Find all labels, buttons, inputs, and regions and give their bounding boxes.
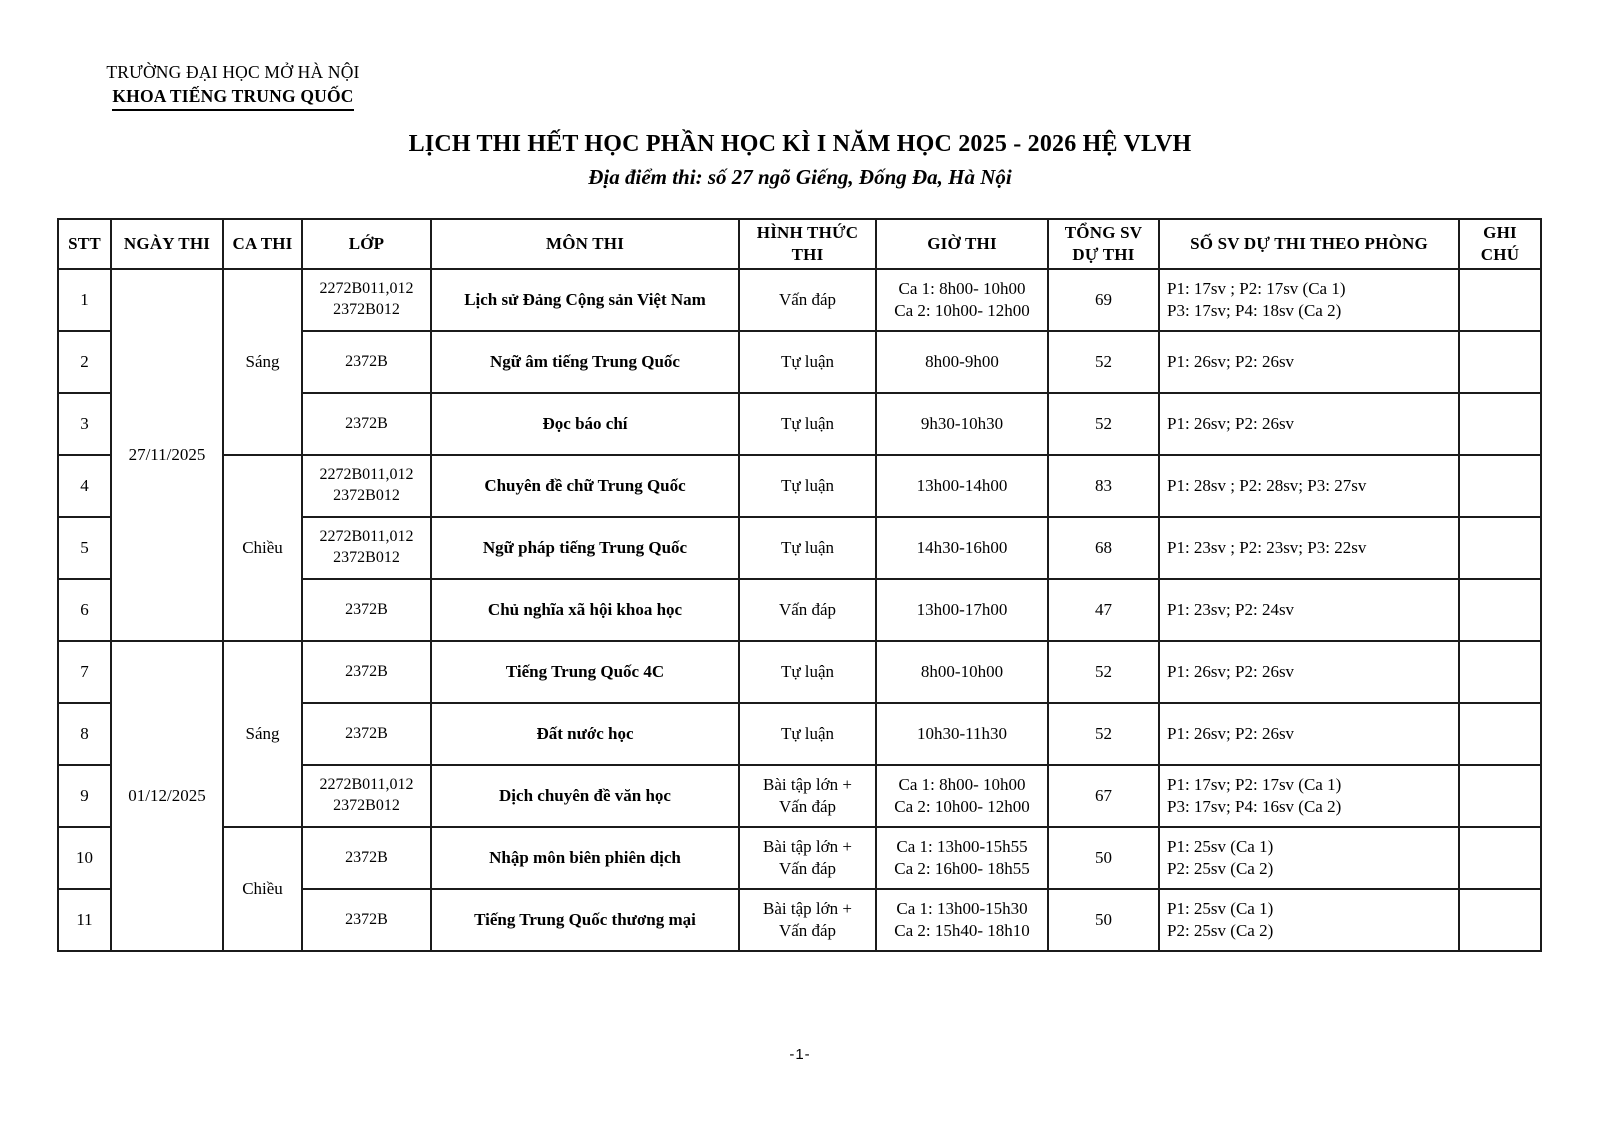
cell-line: 2372B012 bbox=[333, 797, 400, 815]
cell-line: Ca 1: 13h00-15h30 bbox=[896, 899, 1028, 919]
cell-so-sv bbox=[1159, 765, 1459, 827]
cell-tong-sv: 83 bbox=[1048, 455, 1159, 517]
cell-ghi-chu bbox=[1459, 889, 1541, 951]
cell-so-sv: P1: 26sv; P2: 26sv bbox=[1159, 703, 1459, 765]
cell-line: 2272B011,012 bbox=[319, 776, 414, 794]
cell-tong-sv: 52 bbox=[1048, 641, 1159, 703]
cell-line: 2272B011,012 bbox=[319, 466, 414, 484]
cell-so-sv: P1: 26sv; P2: 26sv bbox=[1159, 393, 1459, 455]
cell-line: P3: 17sv; P4: 18sv (Ca 2) bbox=[1167, 301, 1342, 321]
cell-hinh-thuc: Tự luận bbox=[739, 393, 876, 455]
cell-gio-thi: 13h00-14h00 bbox=[876, 455, 1048, 517]
cell-stt: 8 bbox=[58, 703, 111, 765]
cell-mon-thi: Lịch sử Đảng Cộng sản Việt Nam bbox=[431, 269, 739, 331]
cell-stt: 10 bbox=[58, 827, 111, 889]
cell-line: Bài tập lớn + bbox=[763, 775, 852, 795]
cell-gio-thi bbox=[876, 889, 1048, 951]
page-number: -1- bbox=[789, 1046, 811, 1063]
cell-line: 2272B011,012 bbox=[319, 280, 414, 298]
cell-line: P2: 25sv (Ca 2) bbox=[1167, 921, 1274, 941]
cell-ghi-chu bbox=[1459, 579, 1541, 641]
cell-ca-thi: Sáng bbox=[223, 641, 302, 827]
cell-ngay-thi: 27/11/2025 bbox=[111, 269, 223, 641]
cell-lop bbox=[302, 269, 431, 331]
col-header-ghi-chu: GHI CHÚ bbox=[1459, 219, 1541, 269]
cell-stt: 7 bbox=[58, 641, 111, 703]
col-header-so-sv: SỐ SV DỰ THI THEO PHÒNG bbox=[1159, 219, 1459, 269]
cell-gio-thi: 13h00-17h00 bbox=[876, 579, 1048, 641]
cell-ghi-chu bbox=[1459, 765, 1541, 827]
cell-so-sv: P1: 26sv; P2: 26sv bbox=[1159, 641, 1459, 703]
cell-tong-sv: 50 bbox=[1048, 827, 1159, 889]
cell-so-sv bbox=[1159, 269, 1459, 331]
cell-hinh-thuc bbox=[739, 827, 876, 889]
cell-lop bbox=[302, 765, 431, 827]
cell-line: Ca 1: 8h00- 10h00 bbox=[898, 279, 1026, 299]
exam-schedule-table bbox=[57, 218, 1542, 952]
cell-hinh-thuc: Tự luận bbox=[739, 517, 876, 579]
cell-mon-thi: Đọc báo chí bbox=[431, 393, 739, 455]
cell-gio-thi: 9h30-10h30 bbox=[876, 393, 1048, 455]
cell-stt: 3 bbox=[58, 393, 111, 455]
cell-lop bbox=[302, 455, 431, 517]
cell-tong-sv: 67 bbox=[1048, 765, 1159, 827]
cell-so-sv: P1: 23sv ; P2: 23sv; P3: 22sv bbox=[1159, 517, 1459, 579]
cell-stt: 5 bbox=[58, 517, 111, 579]
cell-line: 2372B012 bbox=[333, 301, 400, 319]
cell-line: 2272B011,012 bbox=[319, 528, 414, 546]
cell-ghi-chu bbox=[1459, 455, 1541, 517]
cell-lop: 2372B bbox=[302, 827, 431, 889]
cell-so-sv: P1: 23sv; P2: 24sv bbox=[1159, 579, 1459, 641]
cell-line: Ca 1: 13h00-15h55 bbox=[896, 837, 1028, 857]
cell-ghi-chu bbox=[1459, 827, 1541, 889]
header-row bbox=[58, 219, 1541, 269]
cell-line: Ca 2: 10h00- 12h00 bbox=[894, 301, 1030, 321]
cell-hinh-thuc: Vấn đáp bbox=[739, 269, 876, 331]
cell-tong-sv: 50 bbox=[1048, 889, 1159, 951]
cell-line: 2372B012 bbox=[333, 487, 400, 505]
cell-mon-thi: Chủ nghĩa xã hội khoa học bbox=[431, 579, 739, 641]
cell-ca-thi: Sáng bbox=[223, 269, 302, 455]
cell-hinh-thuc: Tự luận bbox=[739, 331, 876, 393]
cell-line: P3: 17sv; P4: 16sv (Ca 2) bbox=[1167, 797, 1342, 817]
cell-line: P1: 25sv (Ca 1) bbox=[1167, 837, 1274, 857]
cell-ghi-chu bbox=[1459, 703, 1541, 765]
cell-line: Ca 2: 16h00- 18h55 bbox=[894, 859, 1030, 879]
page-subtitle: Địa điểm thi: số 27 ngõ Giếng, Đống Đa, Hà Nội bbox=[588, 165, 1012, 189]
table-row bbox=[58, 827, 1541, 889]
col-header-stt: STT bbox=[58, 219, 111, 269]
table-row bbox=[58, 641, 1541, 703]
cell-lop bbox=[302, 517, 431, 579]
cell-ghi-chu bbox=[1459, 269, 1541, 331]
col-header-gio-thi: GIỜ THI bbox=[876, 219, 1048, 269]
cell-gio-thi: 14h30-16h00 bbox=[876, 517, 1048, 579]
cell-line: P1: 17sv ; P2: 17sv (Ca 1) bbox=[1167, 279, 1346, 299]
table-row bbox=[58, 269, 1541, 331]
cell-hinh-thuc bbox=[739, 765, 876, 827]
cell-line: P1: 25sv (Ca 1) bbox=[1167, 899, 1274, 919]
title-block bbox=[0, 131, 1600, 190]
cell-lop: 2372B bbox=[302, 889, 431, 951]
cell-lop: 2372B bbox=[302, 641, 431, 703]
table-row bbox=[58, 455, 1541, 517]
cell-stt: 6 bbox=[58, 579, 111, 641]
cell-lop: 2372B bbox=[302, 393, 431, 455]
cell-ghi-chu bbox=[1459, 393, 1541, 455]
cell-line: P1: 17sv; P2: 17sv (Ca 1) bbox=[1167, 775, 1342, 795]
cell-gio-thi bbox=[876, 765, 1048, 827]
cell-gio-thi: 8h00-9h00 bbox=[876, 331, 1048, 393]
cell-lop: 2372B bbox=[302, 703, 431, 765]
cell-gio-thi: 10h30-11h30 bbox=[876, 703, 1048, 765]
cell-ngay-thi: 01/12/2025 bbox=[111, 641, 223, 951]
cell-tong-sv: 68 bbox=[1048, 517, 1159, 579]
cell-hinh-thuc bbox=[739, 889, 876, 951]
col-header-mon-thi: MÔN THI bbox=[431, 219, 739, 269]
cell-line: Ca 2: 10h00- 12h00 bbox=[894, 797, 1030, 817]
cell-so-sv: P1: 28sv ; P2: 28sv; P3: 27sv bbox=[1159, 455, 1459, 517]
cell-ca-thi: Chiều bbox=[223, 455, 302, 641]
cell-mon-thi: Chuyên đề chữ Trung Quốc bbox=[431, 455, 739, 517]
cell-line: P2: 25sv (Ca 2) bbox=[1167, 859, 1274, 879]
cell-ghi-chu bbox=[1459, 517, 1541, 579]
cell-so-sv bbox=[1159, 827, 1459, 889]
cell-ghi-chu bbox=[1459, 331, 1541, 393]
cell-line: Bài tập lớn + bbox=[763, 899, 852, 919]
cell-tong-sv: 52 bbox=[1048, 703, 1159, 765]
cell-line: Vấn đáp bbox=[778, 859, 837, 879]
cell-stt: 4 bbox=[58, 455, 111, 517]
cell-gio-thi bbox=[876, 269, 1048, 331]
cell-hinh-thuc: Vấn đáp bbox=[739, 579, 876, 641]
cell-mon-thi: Nhập môn biên phiên dịch bbox=[431, 827, 739, 889]
cell-ca-thi: Chiều bbox=[223, 827, 302, 951]
cell-gio-thi: 8h00-10h00 bbox=[876, 641, 1048, 703]
cell-mon-thi: Ngữ âm tiếng Trung Quốc bbox=[431, 331, 739, 393]
cell-lop: 2372B bbox=[302, 331, 431, 393]
cell-hinh-thuc: Tự luận bbox=[739, 455, 876, 517]
cell-line: Ca 1: 8h00- 10h00 bbox=[898, 775, 1026, 795]
col-header-ngay-thi: NGÀY THI bbox=[111, 219, 223, 269]
university-name: TRƯỜNG ĐẠI HỌC MỞ HÀ NỘI bbox=[106, 62, 360, 82]
col-header-hinh-thuc-thi: HÌNH THỨC THI bbox=[739, 219, 876, 269]
cell-lop: 2372B bbox=[302, 579, 431, 641]
cell-line: Ca 2: 15h40- 18h10 bbox=[894, 921, 1030, 941]
cell-mon-thi: Đất nước học bbox=[431, 703, 739, 765]
cell-ghi-chu bbox=[1459, 641, 1541, 703]
cell-tong-sv: 52 bbox=[1048, 331, 1159, 393]
cell-stt: 1 bbox=[58, 269, 111, 331]
cell-line: Vấn đáp bbox=[778, 797, 837, 817]
cell-tong-sv: 69 bbox=[1048, 269, 1159, 331]
cell-mon-thi: Dịch chuyên đề văn học bbox=[431, 765, 739, 827]
cell-stt: 9 bbox=[58, 765, 111, 827]
cell-mon-thi: Tiếng Trung Quốc thương mại bbox=[431, 889, 739, 951]
col-header-ca-thi: CA THI bbox=[223, 219, 302, 269]
cell-stt: 2 bbox=[58, 331, 111, 393]
cell-so-sv: P1: 26sv; P2: 26sv bbox=[1159, 331, 1459, 393]
cell-tong-sv: 47 bbox=[1048, 579, 1159, 641]
cell-line: Bài tập lớn + bbox=[763, 837, 852, 857]
cell-mon-thi: Tiếng Trung Quốc 4C bbox=[431, 641, 739, 703]
col-header-tong-sv: TỔNG SV DỰ THI bbox=[1048, 219, 1159, 269]
cell-stt: 11 bbox=[58, 889, 111, 951]
cell-line: 2372B012 bbox=[333, 549, 400, 567]
cell-so-sv bbox=[1159, 889, 1459, 951]
cell-gio-thi bbox=[876, 827, 1048, 889]
cell-hinh-thuc: Tự luận bbox=[739, 703, 876, 765]
letterhead bbox=[88, 62, 378, 111]
page-title: LỊCH THI HẾT HỌC PHẦN HỌC KÌ I NĂM HỌC 2025 - 2026 HỆ VLVH bbox=[408, 131, 1192, 157]
cell-line: Vấn đáp bbox=[778, 921, 837, 941]
col-header-lop: LỚP bbox=[302, 219, 431, 269]
cell-hinh-thuc: Tự luận bbox=[739, 641, 876, 703]
cell-mon-thi: Ngữ pháp tiếng Trung Quốc bbox=[431, 517, 739, 579]
cell-tong-sv: 52 bbox=[1048, 393, 1159, 455]
faculty-name: KHOA TIẾNG TRUNG QUỐC bbox=[112, 86, 353, 111]
